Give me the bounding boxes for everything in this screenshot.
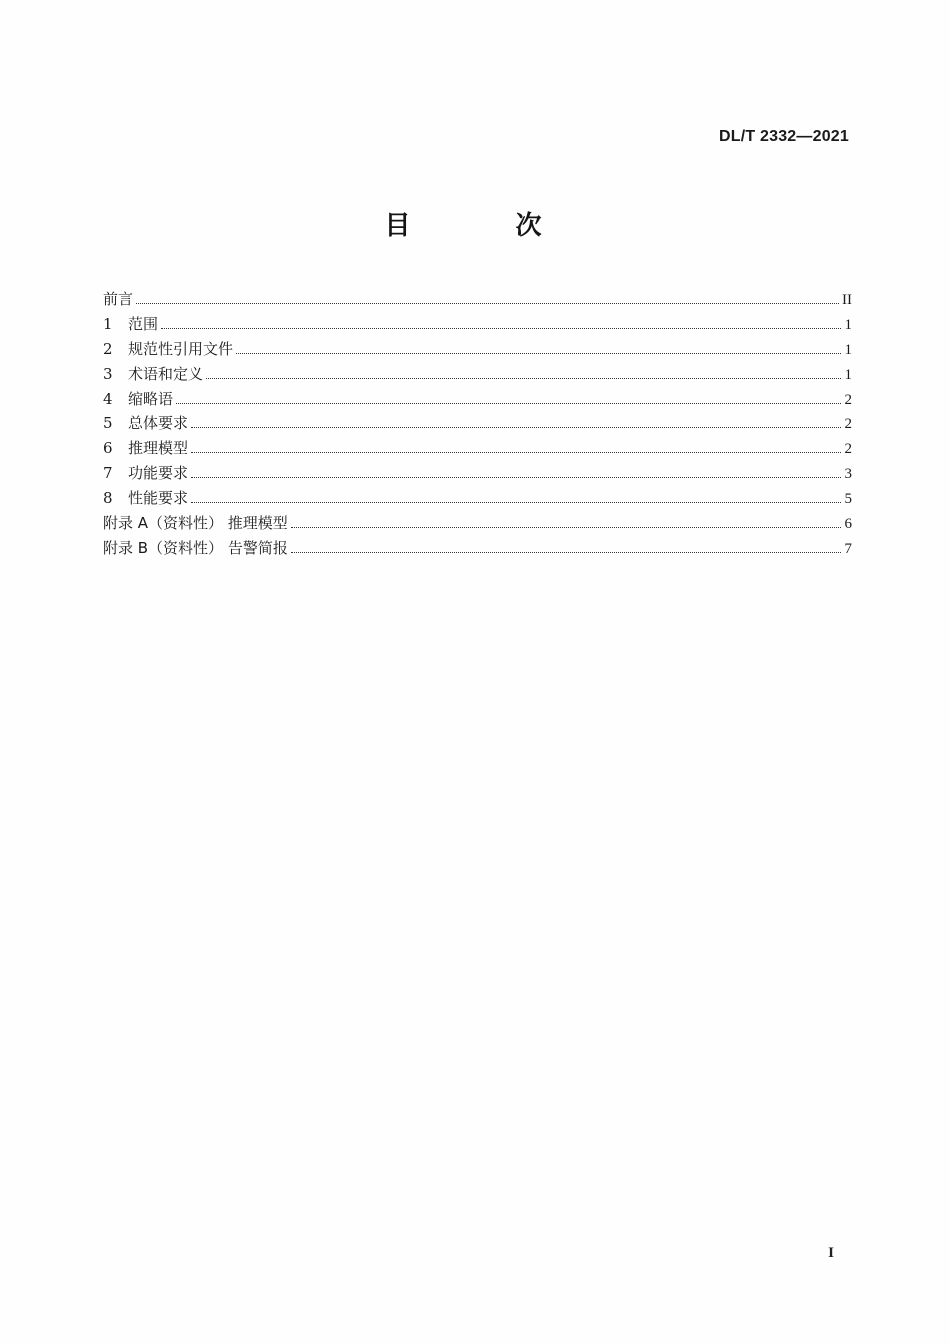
toc-entry-appendix-a[interactable] — [103, 511, 852, 536]
toc-entry-1[interactable] — [103, 312, 852, 337]
toc-entry-number: 3 — [103, 364, 113, 383]
toc-entry-page: 6 — [844, 516, 852, 533]
toc-leader-dots — [206, 377, 841, 379]
toc-entry-number: 5 — [103, 414, 113, 433]
toc-entry-2[interactable] — [103, 337, 852, 362]
toc-entry-page: 2 — [844, 391, 852, 408]
toc-entry-7[interactable] — [103, 461, 852, 486]
toc-entry-text: 性能要求 — [128, 489, 189, 508]
toc-entry-page: 7 — [844, 540, 852, 557]
toc-leader-dots — [236, 352, 841, 354]
toc-leader-dots — [176, 402, 841, 404]
toc-entry-text: 缩略语 — [128, 389, 174, 408]
toc-leader-dots — [191, 451, 841, 453]
toc-leader-dots — [161, 327, 841, 329]
toc-entry-text: 推理模型 — [128, 439, 189, 458]
toc-leader-dots — [291, 526, 841, 528]
toc-entry-text: 范围 — [128, 314, 159, 333]
table-of-contents — [103, 287, 852, 561]
page-number: I — [828, 1245, 834, 1261]
toc-entry-foreword[interactable] — [103, 287, 852, 312]
toc-entry-text: 附录 A（资料性） 推理模型 — [103, 514, 288, 533]
toc-entry-page: II — [842, 292, 852, 308]
toc-entry-appendix-b[interactable] — [103, 536, 852, 561]
toc-entry-4[interactable] — [103, 387, 852, 412]
toc-leader-dots — [191, 501, 841, 503]
toc-entry-number: 2 — [103, 339, 113, 358]
toc-entry-page: 1 — [844, 316, 852, 333]
toc-leader-dots — [291, 551, 841, 553]
toc-leader-dots — [136, 302, 839, 304]
toc-title: 目 次 — [384, 211, 590, 241]
toc-entry-text: 总体要求 — [128, 414, 189, 433]
toc-entry-page: 3 — [844, 466, 852, 483]
toc-entry-text: 前言 — [103, 290, 134, 308]
toc-entry-number: 8 — [103, 489, 113, 508]
toc-entry-5[interactable] — [103, 411, 852, 436]
toc-entry-number: 1 — [103, 314, 113, 333]
toc-entry-number: 7 — [103, 464, 113, 483]
toc-entry-number: 6 — [103, 439, 113, 458]
toc-entry-text: 规范性引用文件 — [128, 339, 234, 358]
toc-entry-number: 4 — [103, 389, 113, 408]
standard-code: DL/T 2332—2021 — [719, 128, 849, 145]
toc-leader-dots — [191, 426, 841, 428]
toc-leader-dots — [191, 476, 841, 478]
toc-entry-page: 5 — [844, 491, 852, 508]
toc-entry-6[interactable] — [103, 436, 852, 461]
toc-entry-page: 1 — [844, 366, 852, 383]
toc-entry-text: 附录 B（资料性） 告警简报 — [103, 538, 288, 557]
toc-entry-page: 2 — [844, 416, 852, 433]
toc-entry-text: 术语和定义 — [128, 364, 204, 383]
toc-entry-page: 2 — [844, 441, 852, 458]
toc-entry-3[interactable] — [103, 362, 852, 387]
toc-entry-text: 功能要求 — [128, 464, 189, 483]
toc-entry-page: 1 — [844, 341, 852, 358]
toc-entry-8[interactable] — [103, 486, 852, 511]
